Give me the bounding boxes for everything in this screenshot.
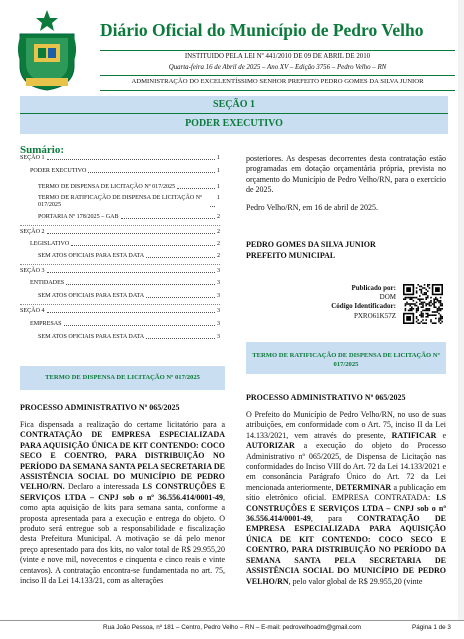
toc-entry[interactable]: SEÇÃO 1 1 — [20, 155, 220, 161]
header-rule — [100, 50, 455, 51]
header-rule — [100, 90, 455, 91]
paragraph-continuation: posteriores. As despesas decorrentes desta contratação estão programadas em dotação orçamentária própria, prevista no orçamento do Município de Pedro Velho/RN, para o exercício de 2025. — [246, 154, 446, 195]
gazette-title: Diário Oficial do Município de Pedro Velho — [100, 20, 424, 40]
qr-code-icon[interactable] — [403, 284, 443, 324]
section-divider — [20, 113, 448, 114]
published-by-value: DOM — [379, 293, 396, 301]
identifier-code-label: Código Identificador: — [331, 302, 396, 310]
edition-line: Quarta-feira 16 de Abril de 2025 – Ano XV – Edição 3756 – Pedro Velho – RN — [168, 64, 387, 71]
toc-entry[interactable]: ENTIDADES 3 — [30, 280, 220, 286]
institution-law-line: INSTITUIDO PELA LEI Nº 441/2010 DE 09 DE ABRIL DE 2010 — [184, 53, 371, 60]
toc-entry[interactable]: PORTARIA Nº 178/2025 – GAB 2 — [38, 214, 220, 220]
toc-entry[interactable]: LEGISLATIVO 2 — [30, 241, 220, 247]
toc-entry[interactable]: SEM ATOS OFICIAIS PARA ESTA DATA 2 — [38, 253, 220, 259]
toc-entry[interactable]: PODER EXECUTIVO 1 — [30, 168, 220, 174]
toc-entry[interactable]: TERMO DE DISPENSA DE LICITAÇÃO Nº 017/2025 1 — [38, 184, 220, 190]
dispensa-body: Fica dispensada a realização do certame licitatório para a CONTRATAÇÃO DE EMPRESA ESPECIALIZADA PARA AQUISIÇÃO ÚNICA DE KIT CONTENDO: COCO SECO E COENTRO, PARA DISTRIBUIÇÃO NO PERÍODO DA SEMANA SANTA PELA SECRETARIA DE ASSISTÊNCIA SOCIAL DO MUNICÍPIO DE PEDRO VELHO/RN. Declaro a interessada LS CONSTRUÇÕES E SERVIÇOS LTDA – CNPJ sob o nº 36.556.414/0001-49, como apta aquisição de kits para semana santa, conforme a proposta apresentada para a execução e entrega do objeto. O produto será entregue sob a responsabilidade e fiscalização desta Prefeitura Municipal. A motivação se dá pelo menor preço apresentado para dos kits, no valor total de R$ 29.955,20 (vinte e nove mil, novecentos e cinquenta e cinco reais e vinte centavos). A contratação encontra-se fundamentada no art. 75, inciso II da Lei 14.133/21, com as alterações — [20, 420, 225, 586]
administration-line: ADMINISTRAÇÃO DO EXCELENTÍSSIMO SENHOR PREFEITO PEDRO GOMES DA SILVA JUNIOR — [131, 78, 424, 85]
section-name: PODER EXECUTIVO — [185, 118, 283, 129]
dispensa-process-number: PROCESSO ADMINISTRATIVO Nº 065/2025 — [20, 403, 180, 412]
municipal-coat-of-arms-icon — [14, 8, 80, 92]
toc-separator — [20, 264, 220, 265]
section-number: SEÇÃO 1 — [213, 99, 255, 110]
page-edge — [458, 0, 464, 620]
footer-rule — [0, 620, 464, 621]
toc-entry[interactable]: SEÇÃO 2 2 — [20, 229, 220, 235]
signer-name: PEDRO GOMES DA SILVA JUNIOR — [246, 240, 376, 249]
toc-entry[interactable]: SEM ATOS OFICIAIS PARA ESTA DATA 3 — [38, 293, 220, 299]
header-rule — [100, 75, 455, 76]
ratification-heading: TERMO DE RATIFICAÇÃO DE DISPENSA DE LICITAÇÃO Nº 017/2025 — [252, 352, 440, 368]
toc-entry[interactable]: SEÇÃO 4 3 — [20, 308, 220, 314]
toc-entry[interactable]: EMPRESAS 3 — [30, 321, 220, 327]
toc-entry[interactable]: SEÇÃO 3 3 — [20, 268, 220, 274]
ratification-body: O Prefeito do Município de Pedro Velho/RN, no uso de suas atribuições, em conformidade com o Art. 75, inciso II da Lei 14.133/2021, vem através do presente, RATIFICAR e AUTORIZAR a execução do objeto do Processo Administrativo nº 065/2025, de Dispensa de Licitação nas conformidades do Inciso VIII do Art. 72 da Lei 14.133/2021 e em consonância Parágrafo Único do Art. 72 da Lei mencionada anteriormente, DETERMINAR a publicação em sítio eletrônico oficial. EMPRESA CONTRATADA: LS CONSTRUÇÕES E SERVIÇOS LTDA – CNPJ sob o nº 36.556.414/0001-49, para CONTRATAÇÃO DE EMPRESA ESPECIALIZADA PARA AQUISIÇÃO ÚNICA DE KIT CONTENDO: COCO SECO E COENTRO, PARA DISTRIBUIÇÃO NO PERÍODO DA SEMANA SANTA PELA SECRETARIA DE ASSISTÊNCIA SOCIAL DO MUNICÍPIO DE PEDRO VELHO/RN, pelo valor global de R$ 29.955,20 (vinte — [246, 410, 446, 586]
identifier-code-value: PXRO61K57Z — [353, 312, 396, 320]
page-number: Página 1 de 3 — [412, 624, 451, 631]
dispensa-heading: TERMO DE DISPENSA DE LICITAÇÃO Nº 017/2025 — [45, 374, 200, 381]
published-by-label: Publicado por: — [351, 284, 396, 292]
ratification-process-number: PROCESSO ADMINISTRATIVO Nº 065/2025 — [246, 393, 406, 402]
toc-entry[interactable]: TERMO DE RATIFICAÇÃO DE DISPENSA DE LICITAÇÃO Nº 017/2025 1 — [38, 195, 220, 208]
toc-entry[interactable]: SEM ATOS OFICIAIS PARA ESTA DATA 3 — [38, 334, 220, 340]
toc-separator — [20, 304, 220, 305]
toc-separator — [20, 225, 220, 226]
footer-address: Rua João Pessoa, nº 181 – Centro, Pedro Velho – RN – E-mail: pedrovelhoadm@gmail.com — [103, 624, 361, 631]
signer-role: PREFEITO MUNICIPAL — [246, 251, 336, 260]
summary-title: Sumário: — [20, 144, 64, 156]
signature-date: Pedro Velho/RN, em 16 de abril de 2025. — [246, 203, 379, 212]
